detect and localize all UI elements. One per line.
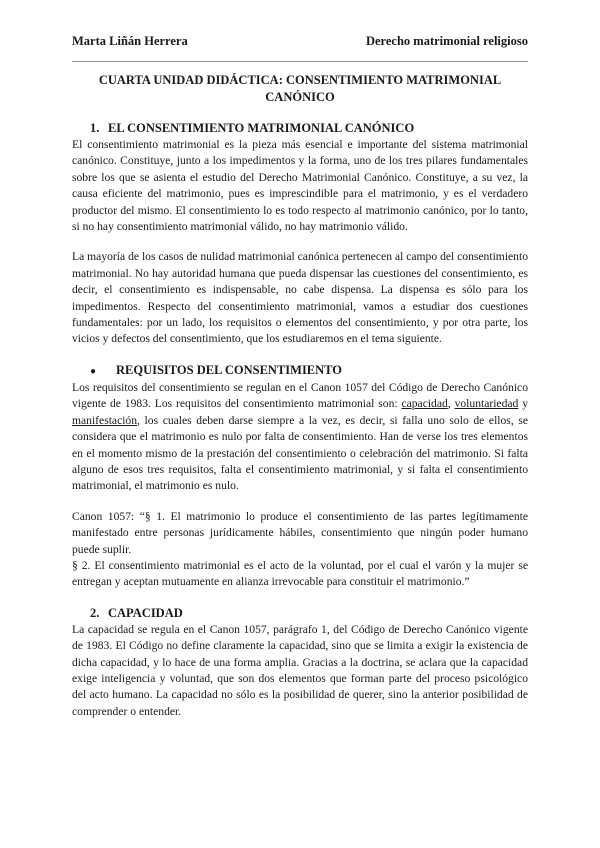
- section-2-number: 2.: [90, 605, 100, 620]
- term-separator-1: ,: [447, 397, 455, 411]
- section-1-paragraph-1: El consentimiento matrimonial es la pieza más esencial e importante del sistema matrimonial canónico. Constituye, junto a los impedimentos y la forma, uno de los tres pilares fundamentales sobre los que se asienta el estudio del Derecho Matrimonial Canónico. Constituye, a su vez, la causa eficiente del matrimonio, pues es imprescindible para el matrimonio, y es el verdadero productor del mismo. El consentimiento lo es todo respecto al matrimonio canónico, por lo tanto, si no hay consentimiento matrimonial válido, no hay matrimonio válido.: [72, 138, 528, 234]
- section-2-paragraph-1: La capacidad se regula en el Canon 1057, parágrafo 1, del Código de Derecho Canónico vigente de 1983. El Código no define claramente la capacidad, sino que se limita a exigir la existencia de dicha capacidad, y lo hace de una forma amplia. Gracias a la doctrina, se aclara que la capacidad exige inteligencia y voluntad, que son dos elementos que forman parte del proceso psicológico del acto humano. La capacidad no sólo es la posibilidad de querer, sino la anterior posibilidad de comprender o entender.: [72, 622, 528, 718]
- section-1-paragraph-2: La mayoría de los casos de nulidad matrimonial canónica pertenecen al campo del consentimiento matrimonial. No hay autoridad humana que pueda dispensar las cuestiones del consentimiento, es decir, el consentimiento es indispensable, no cabe dispensa. La dispensa es sólo para los impedimentos. Respecto del consentimiento matrimonial, vamos a estudiar dos cuestiones fundamentales: por un lado, los requisitos o elementos del consentimiento, y por otra parte, los vicios y defectos del consentimiento, que los estudiaremos en el tema siguiente.: [72, 250, 528, 346]
- page-header: [72, 34, 528, 49]
- section-1-heading: [72, 120, 528, 137]
- header-divider: [72, 61, 528, 62]
- unit-title: [72, 72, 528, 106]
- requisitos-title: REQUISITOS DEL CONSENTIMIENTO: [116, 362, 343, 377]
- requisitos-heading: [72, 362, 528, 380]
- requisitos-paragraph: [72, 380, 528, 495]
- term-manifestacion: manifestación: [72, 413, 138, 427]
- term-voluntariedad: voluntariedad: [454, 397, 519, 411]
- canon-quote: [72, 509, 528, 591]
- canon-quote-paragraph-2: § 2. El consentimiento matrimonial es el acto de la voluntad, por el cual el varón y la mujer se entregan y aceptan mutuamente en alianza irrevocable para constituir el matrimonio.”: [72, 558, 528, 589]
- unit-title-line1: CUARTA UNIDAD DIDÁCTICA: CONSENTIMIENTO MATRIMONIAL: [98, 73, 502, 87]
- unit-title-line2: CANÓNICO: [265, 90, 335, 104]
- requisitos-text-after: , los cuales deben darse siempre a la vez, es decir, si falla uno solo de ellos, se considera que el matrimonio es nulo por falta de consentimiento. Han de verse los tres elementos en el momento mismo de la prestación del consentimiento o celebración del matrimonio. Si falta alguno de esos tres requisitos, falta el consentimiento matrimonial, y si falta el consentimiento matrimonial, el matrimonio es nulo.: [72, 413, 528, 493]
- section-1-title: EL CONSENTIMIENTO MATRIMONIAL CANÓNICO: [108, 121, 415, 135]
- bullet-icon: ●: [90, 365, 97, 377]
- term-capacidad: capacidad: [401, 397, 448, 411]
- header-author: Marta Liñán Herrera: [72, 34, 188, 48]
- term-separator-2: y: [518, 397, 528, 411]
- header-subject: Derecho matrimonial religioso: [365, 34, 528, 48]
- canon-quote-paragraph-1: Canon 1057: “§ 1. El matrimonio lo produce el consentimiento de las partes legítimamente manifestado entre personas jurídicamente hábiles, consentimiento que ningún poder humano puede suplir.: [72, 509, 528, 556]
- document-body: [72, 72, 528, 720]
- section-1-number: 1.: [90, 121, 100, 135]
- section-2-heading: [72, 605, 528, 622]
- section-2-title: CAPACIDAD: [108, 605, 183, 620]
- requisitos-text-before: Los requisitos del consentimiento se regulan en el Canon 1057 del Código de Derecho Canónico vigente de 1983. Los requisitos del consentimiento matrimonial son:: [72, 380, 528, 411]
